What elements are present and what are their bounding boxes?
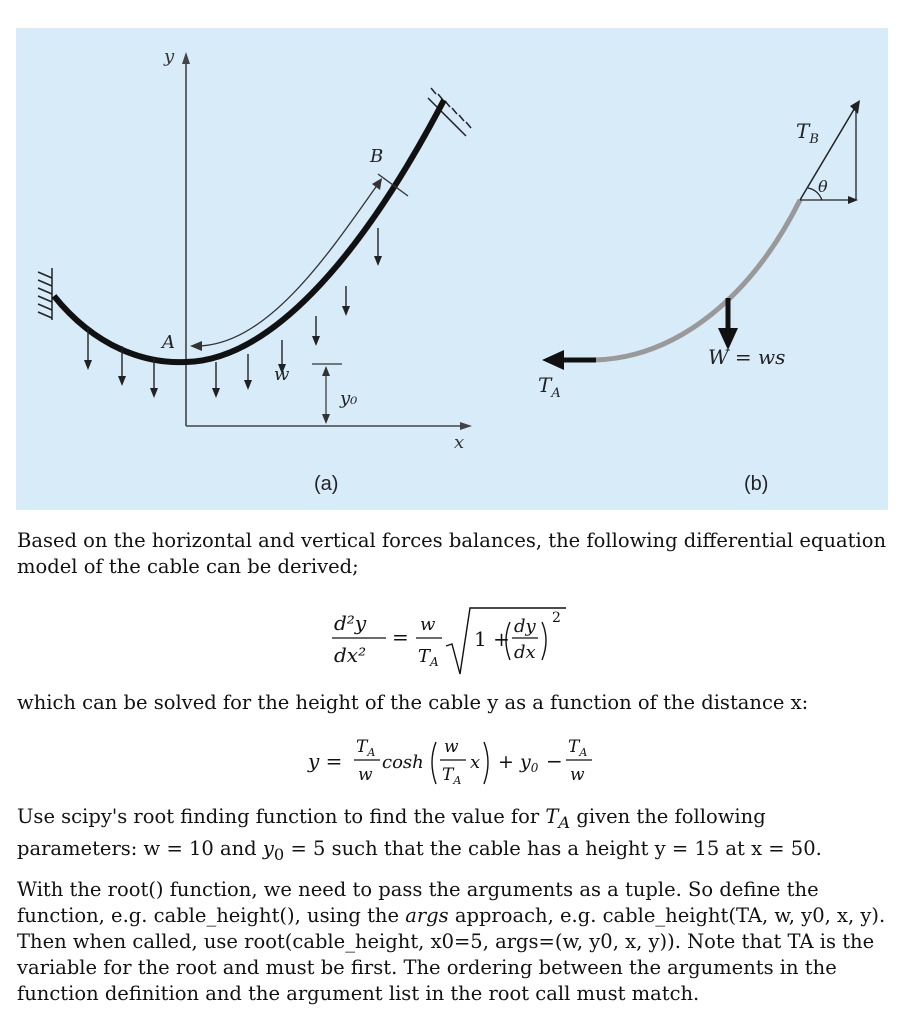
ta-label: $T_A$	[538, 373, 561, 401]
p3-part-a: Use scipy's root finding function to find the value for	[17, 805, 546, 828]
solution-paragraph: which can be solved for the height of the cable y as a function of the distance x:	[17, 691, 809, 714]
eq2-cosh: cosh	[382, 752, 424, 773]
point-b-label: B	[370, 146, 384, 167]
cosh-equation	[300, 732, 610, 792]
p3-ta: T	[545, 805, 559, 828]
weight-label: W = ws	[708, 345, 786, 369]
instructions-paragraph	[17, 877, 887, 1007]
eq2-plus-y0: + $y_0$	[498, 751, 539, 775]
w-label: w	[274, 364, 290, 385]
eq1-inner-den: dx	[514, 642, 536, 663]
p3-y0-sub: 0	[273, 844, 285, 864]
p3-y0: y	[262, 836, 274, 860]
eq1-equals: =	[392, 625, 409, 649]
y0-label: y₀	[340, 388, 358, 409]
eq2-f2-num: $T_A$	[568, 737, 588, 759]
eq2-f1-den: w	[358, 765, 373, 785]
theta-label: θ	[818, 177, 828, 196]
eq1-frac-num: w	[420, 614, 436, 635]
p4-part-b: approach, e.g. cable_height(TA, w, y0, x, y). Then when called, use root(cable_height, x0=5, args=(w, y0, x, y)). Note that TA is the variable for the root and must be first. The ordering between the arguments in the function definition and the argument list in the root call must match.	[17, 904, 886, 1005]
eq2-lhs: y =	[308, 749, 343, 773]
p3-part-b: given the following parameters: w = 10 and	[17, 805, 766, 860]
p4-part-a: With the root() function, we need to pass the arguments as a tuple. So define the function, e.g. cable_height(), using the	[17, 878, 819, 927]
x-axis-label: x	[454, 432, 465, 453]
eq2-f1-num: $T_A$	[356, 737, 376, 759]
eq1-inner-num: dy	[514, 616, 536, 637]
y-axis-label: y	[164, 46, 175, 67]
caption-b: (b)	[744, 473, 769, 495]
p4-args: args	[405, 904, 449, 927]
cable-figure	[16, 28, 888, 510]
eq2-arg-num: w	[444, 737, 459, 757]
p3-part-c: = 5 such that the cable has a height y = 15 at x = 50.	[284, 836, 822, 860]
eq2-arg-den: $T_A$	[442, 765, 462, 787]
caption-a: (a)	[314, 473, 339, 495]
eq1-lhs-den: dx²	[334, 643, 367, 667]
differential-equation	[330, 600, 590, 680]
point-a-label: A	[162, 332, 175, 353]
eq1-one-plus: 1 +	[474, 627, 510, 651]
eq1-frac-den: $T_A$	[418, 646, 439, 669]
eq2-minus: −	[546, 749, 563, 773]
eq2-arg-x: x	[470, 752, 481, 773]
eq1-lhs-num: d²y	[334, 611, 367, 635]
task-paragraph	[17, 804, 887, 868]
eq1-power: 2	[552, 610, 561, 626]
intro-paragraph: Based on the horizontal and vertical forces balances, the following differential equation model of the cable can be derived;	[17, 529, 886, 578]
p3-ta-sub: A	[558, 812, 571, 832]
eq2-f2-den: w	[570, 765, 585, 785]
tb-label: $T_B$	[796, 119, 819, 147]
